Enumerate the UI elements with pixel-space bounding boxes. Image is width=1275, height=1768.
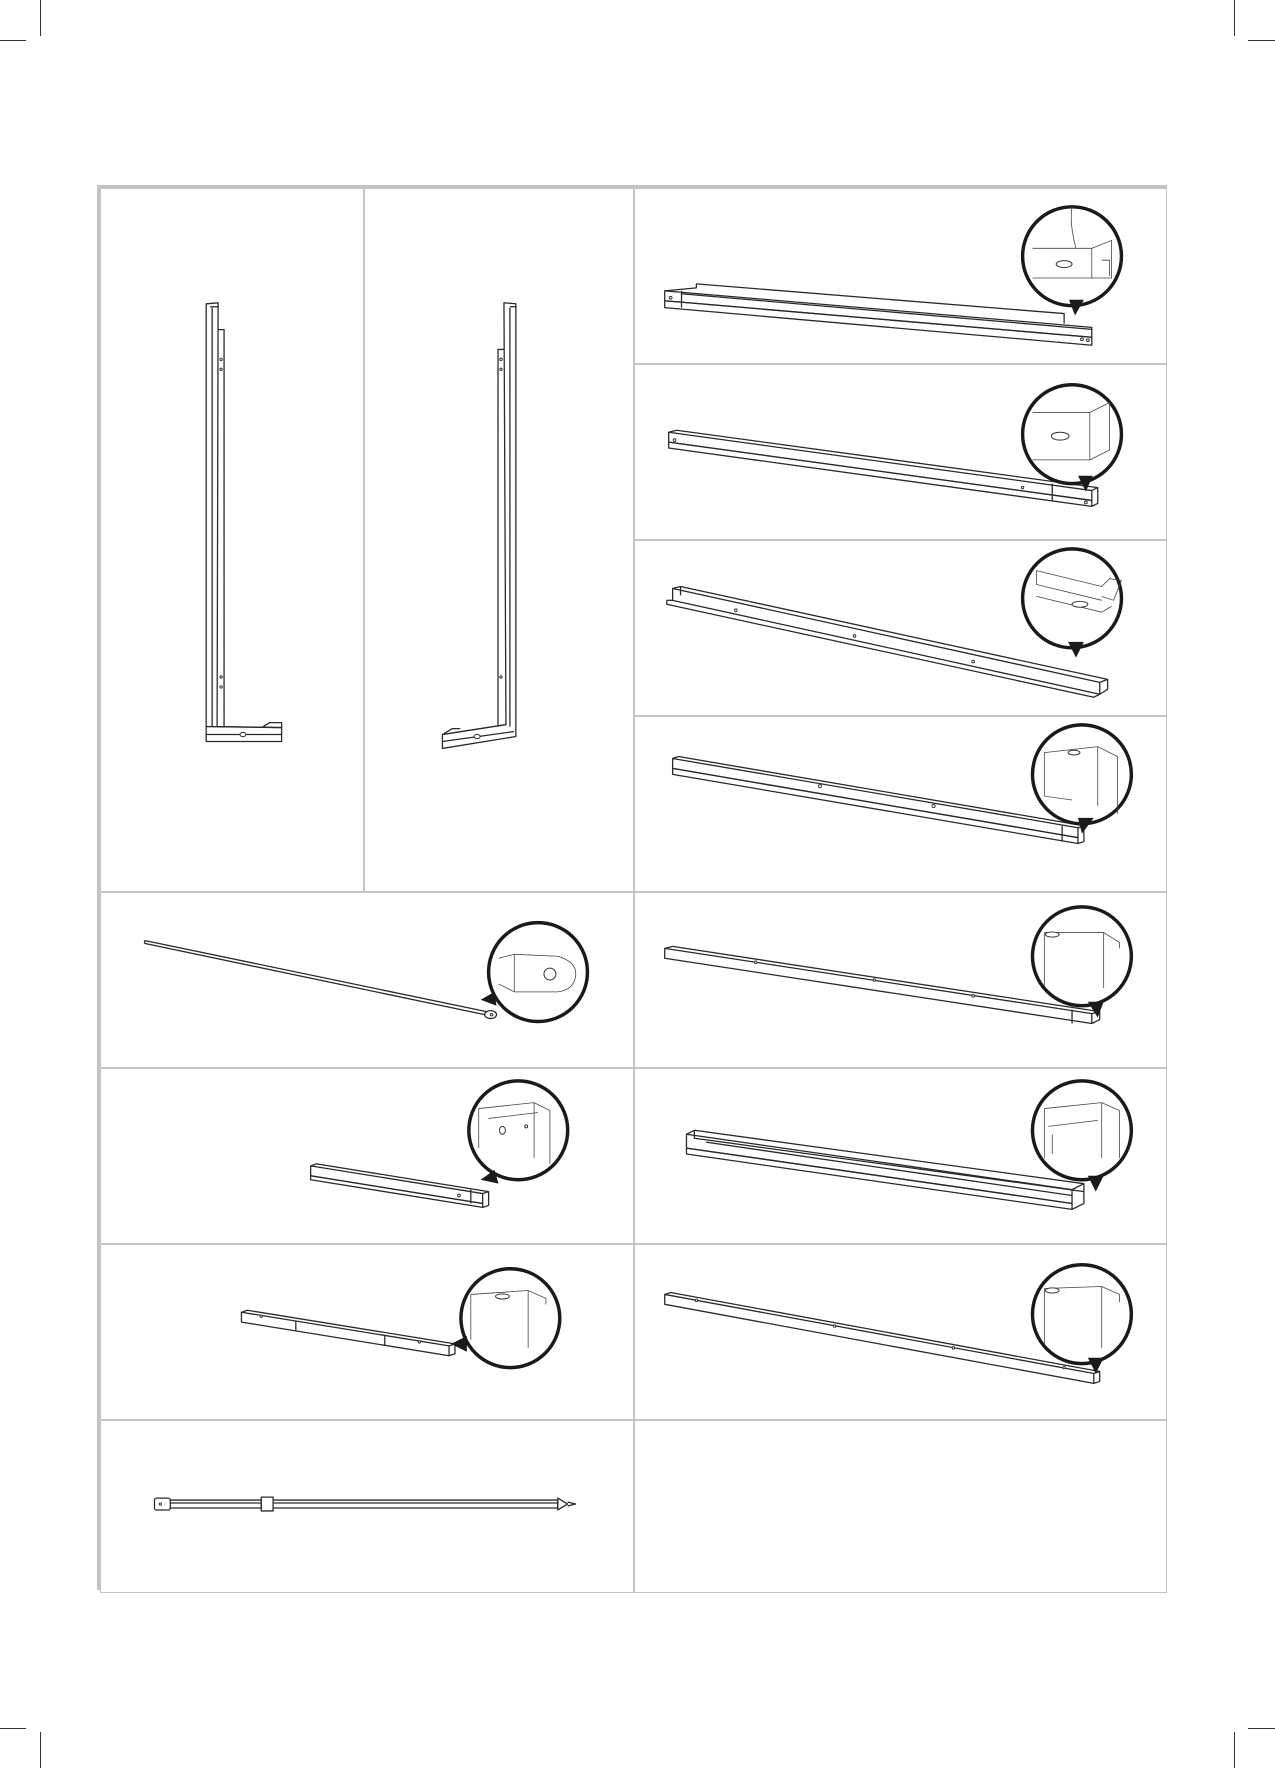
thin-rod-with-eyelet-illustration <box>101 893 633 1067</box>
bent-edge-detail-icon <box>1032 907 1131 1018</box>
part-cell-short-rail-2 <box>100 1244 634 1420</box>
part-cell-rail-4 <box>634 716 1167 892</box>
crop-mark-bottom-left-v <box>40 1732 41 1768</box>
part-cell-upright-left <box>100 188 364 892</box>
long-angle-rail-illustration <box>635 893 1166 1067</box>
part-cell-rail-6 <box>634 1068 1167 1244</box>
crop-mark-bottom-right-v <box>1234 1732 1235 1768</box>
crop-mark-top-right-v <box>1234 0 1235 36</box>
parts-grid <box>97 185 1167 1590</box>
crop-mark-top-left-h <box>0 40 26 41</box>
part-cell-upright-right <box>364 188 634 892</box>
long-box-rail-illustration <box>635 365 1166 539</box>
crop-mark-bottom-right-h <box>1248 1728 1275 1729</box>
slot-detail-icon <box>1023 207 1122 316</box>
crop-mark-bottom-left-h <box>0 1728 26 1729</box>
l-shaped-upright-frame-illustration <box>101 189 363 891</box>
part-cell-rail-1 <box>634 188 1167 364</box>
hole-detail-icon <box>1032 725 1131 834</box>
long-c-channel-rail-illustration <box>635 717 1166 891</box>
bent-edge-detail-icon <box>1032 1265 1131 1374</box>
channel-detail-icon <box>1032 1081 1131 1192</box>
long-wide-channel-rail-illustration <box>635 1069 1166 1243</box>
l-shaped-upright-frame-mirrored-illustration <box>365 189 633 891</box>
long-thin-angle-rail-illustration <box>635 1245 1166 1419</box>
part-cell-rail-2 <box>634 364 1167 540</box>
part-cell-rail-7 <box>634 1244 1167 1420</box>
part-cell-short-rail-1 <box>100 1068 634 1244</box>
long-z-profile-rail-illustration <box>635 541 1166 715</box>
slot-detail-icon <box>1023 385 1122 492</box>
part-cell-rail-3 <box>634 540 1167 716</box>
part-cell-rail-5 <box>634 892 1167 1068</box>
crop-mark-top-left-v <box>40 0 41 36</box>
short-channel-rail-illustration <box>101 1069 633 1243</box>
channel-detail-icon <box>469 1081 568 1184</box>
part-cell-rod <box>100 892 634 1068</box>
profile-detail-icon <box>1023 549 1122 658</box>
part-cell-tension-bar <box>100 1420 634 1593</box>
eyelet-detail-icon <box>481 923 588 1022</box>
empty-cell <box>634 1420 1167 1593</box>
bent-edge-detail-icon <box>451 1269 560 1368</box>
long-tension-bar-with-buckle-illustration <box>101 1421 633 1592</box>
short-segmented-rail-illustration <box>101 1245 633 1419</box>
crop-mark-top-right-h <box>1248 40 1275 41</box>
long-double-channel-rail-illustration <box>635 189 1166 363</box>
